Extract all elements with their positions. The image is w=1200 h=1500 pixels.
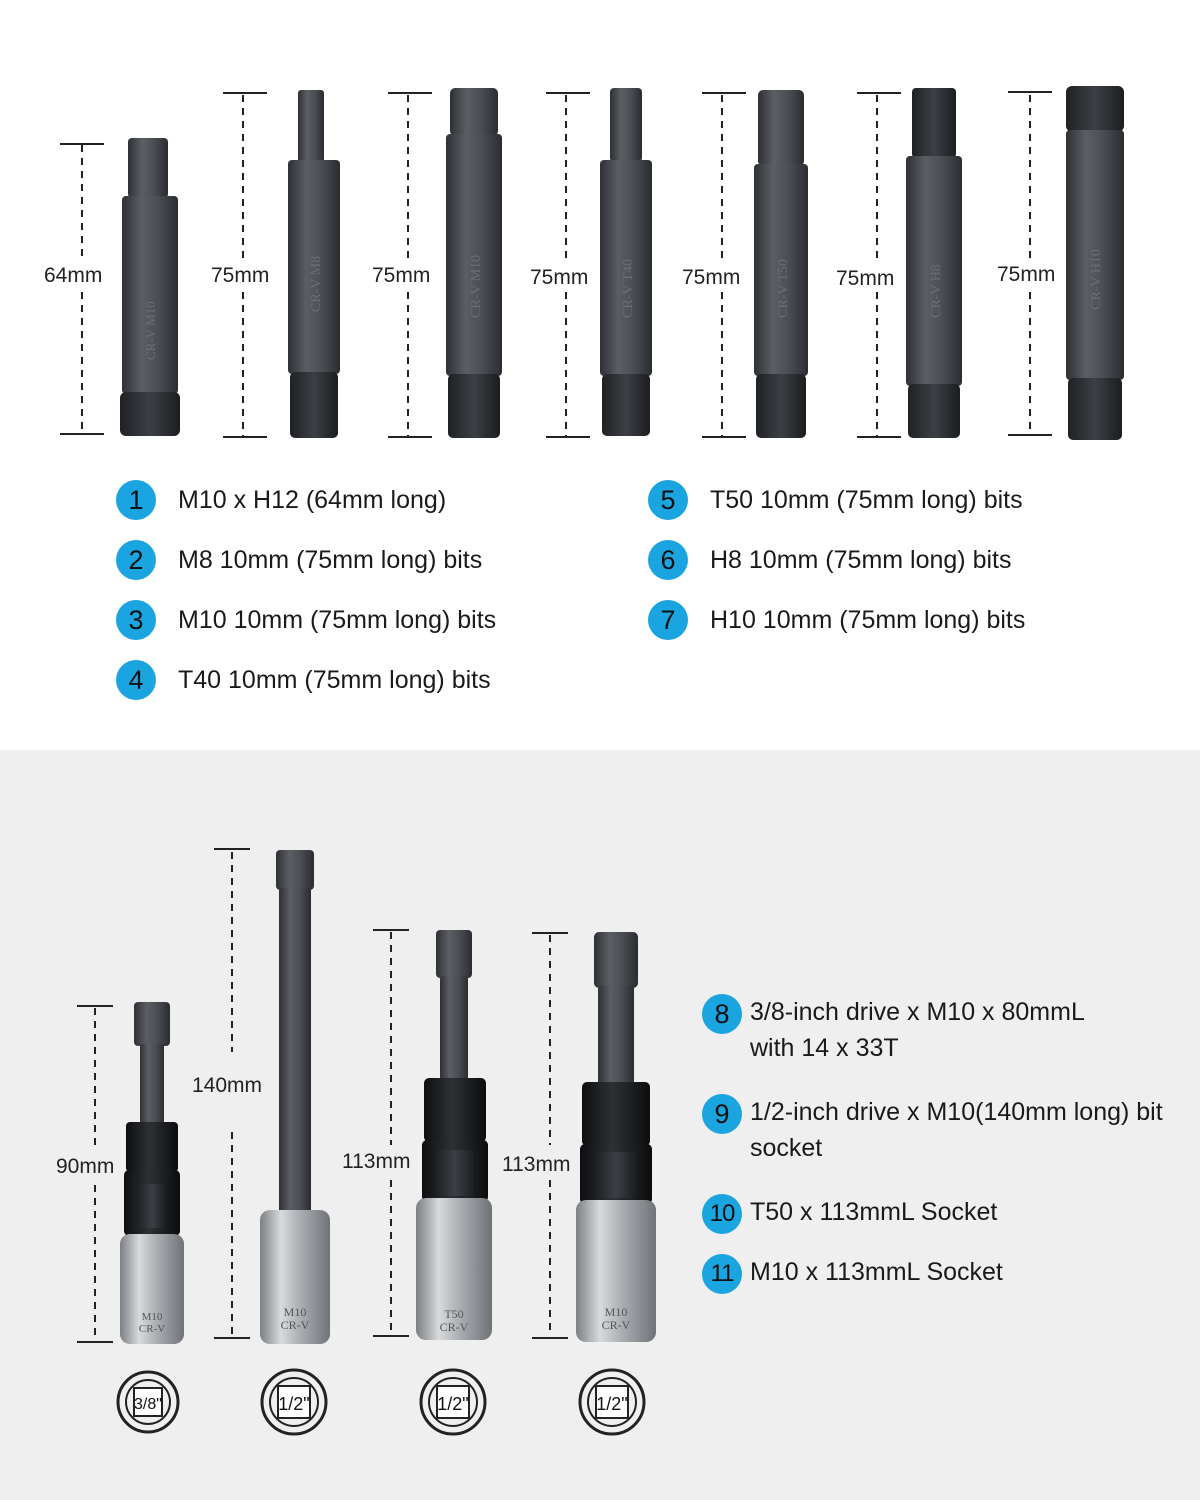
bit-marking-2: CR-V M8 — [309, 255, 324, 312]
legend-item-2 — [116, 540, 482, 580]
socket-marking-4a: M10 — [604, 1305, 628, 1319]
number-badge: 2 — [116, 540, 156, 580]
bit-length-3: 75mm — [372, 264, 431, 287]
legend-item-1 — [116, 480, 446, 520]
bit-marking-6: CR-V H8 — [929, 264, 944, 318]
socket-length-4: 113mm — [502, 1153, 571, 1176]
legend-item-3 — [116, 600, 496, 640]
legend-item-9 — [702, 1094, 1180, 1166]
socket-marking-3b: CR-V — [439, 1320, 469, 1334]
legend-text: H8 10mm (75mm long) bits — [710, 545, 1012, 574]
bit-length-5: 75mm — [682, 266, 741, 289]
number-badge: 5 — [648, 480, 688, 520]
bit-length-4: 75mm — [530, 266, 589, 289]
bit-6 — [857, 88, 962, 438]
socket-marking-2a: M10 — [283, 1305, 307, 1319]
socket-length-2: 140mm — [192, 1074, 263, 1097]
number-badge: 1 — [116, 480, 156, 520]
legend-item-7 — [648, 600, 1025, 640]
drive-label-1: 3/8" — [134, 1396, 162, 1413]
drive-label-3: 1/2" — [437, 1394, 469, 1414]
legend-text: 3/8-inch drive x M10 x 80mmL with 14 x 33T — [750, 998, 1084, 1062]
legend-text: M8 10mm (75mm long) bits — [178, 545, 483, 574]
socket-marking-2b: CR-V — [280, 1318, 310, 1332]
legend-text: T40 10mm (75mm long) bits — [178, 665, 491, 694]
legend-text: M10 x 113mmL Socket — [750, 1258, 1003, 1286]
number-badge: 9 — [702, 1094, 742, 1134]
legend-item-5 — [648, 480, 1023, 520]
number-badge: 8 — [702, 994, 742, 1034]
number-badge: 7 — [648, 600, 688, 640]
socket-marking-3a: T50 — [444, 1307, 464, 1321]
number-badge: 3 — [116, 600, 156, 640]
legend-text: M10 x H12 (64mm long) — [178, 485, 447, 514]
legend-text: 1/2-inch drive x M10(140mm long) bit socket — [750, 1098, 1163, 1162]
legend-item-8 — [702, 994, 1130, 1066]
legend-item-6 — [648, 540, 1011, 580]
legend-text: T50 10mm (75mm long) bits — [710, 485, 1023, 514]
legend-item-4 — [116, 660, 491, 700]
bit-length-6: 75mm — [836, 267, 895, 290]
bit-marking-3: CR-V M10 — [469, 254, 484, 318]
socket-marking-1a: M10 — [141, 1311, 163, 1323]
socket-length-1: 90mm — [56, 1155, 115, 1178]
legend-text: H10 10mm (75mm long) bits — [710, 605, 1026, 634]
bit-marking-4: CR-V T40 — [621, 259, 636, 318]
bit-length-7: 75mm — [997, 263, 1056, 286]
bit-length-1: 64mm — [44, 264, 103, 287]
bit-marking-7: CR-V H10 — [1089, 249, 1104, 310]
bit-4 — [546, 88, 652, 437]
socket-marking-1b: CR-V — [138, 1323, 166, 1335]
socket-length-3: 113mm — [342, 1150, 411, 1173]
number-badge: 10 — [702, 1194, 742, 1234]
bit-5 — [702, 90, 808, 438]
number-badge: 6 — [648, 540, 688, 580]
bit-length-2: 75mm — [211, 264, 270, 287]
socket-3 — [373, 930, 492, 1340]
number-badge: 11 — [702, 1254, 742, 1294]
drive-label-4: 1/2" — [596, 1394, 628, 1414]
legend-item-11 — [702, 1254, 1170, 1294]
drive-label-2: 1/2" — [278, 1394, 310, 1414]
legend-text: T50 x 113mmL Socket — [750, 1198, 998, 1226]
socket-marking-4b: CR-V — [601, 1318, 631, 1332]
legend-text: M10 10mm (75mm long) bits — [178, 605, 497, 634]
legend-item-10 — [702, 1194, 1170, 1234]
socket-4 — [532, 932, 656, 1342]
bit-marking-1: CR-V M10 — [143, 301, 158, 360]
number-badge: 4 — [116, 660, 156, 700]
bit-3 — [388, 88, 502, 438]
bit-marking-5: CR-V T50 — [776, 259, 791, 318]
